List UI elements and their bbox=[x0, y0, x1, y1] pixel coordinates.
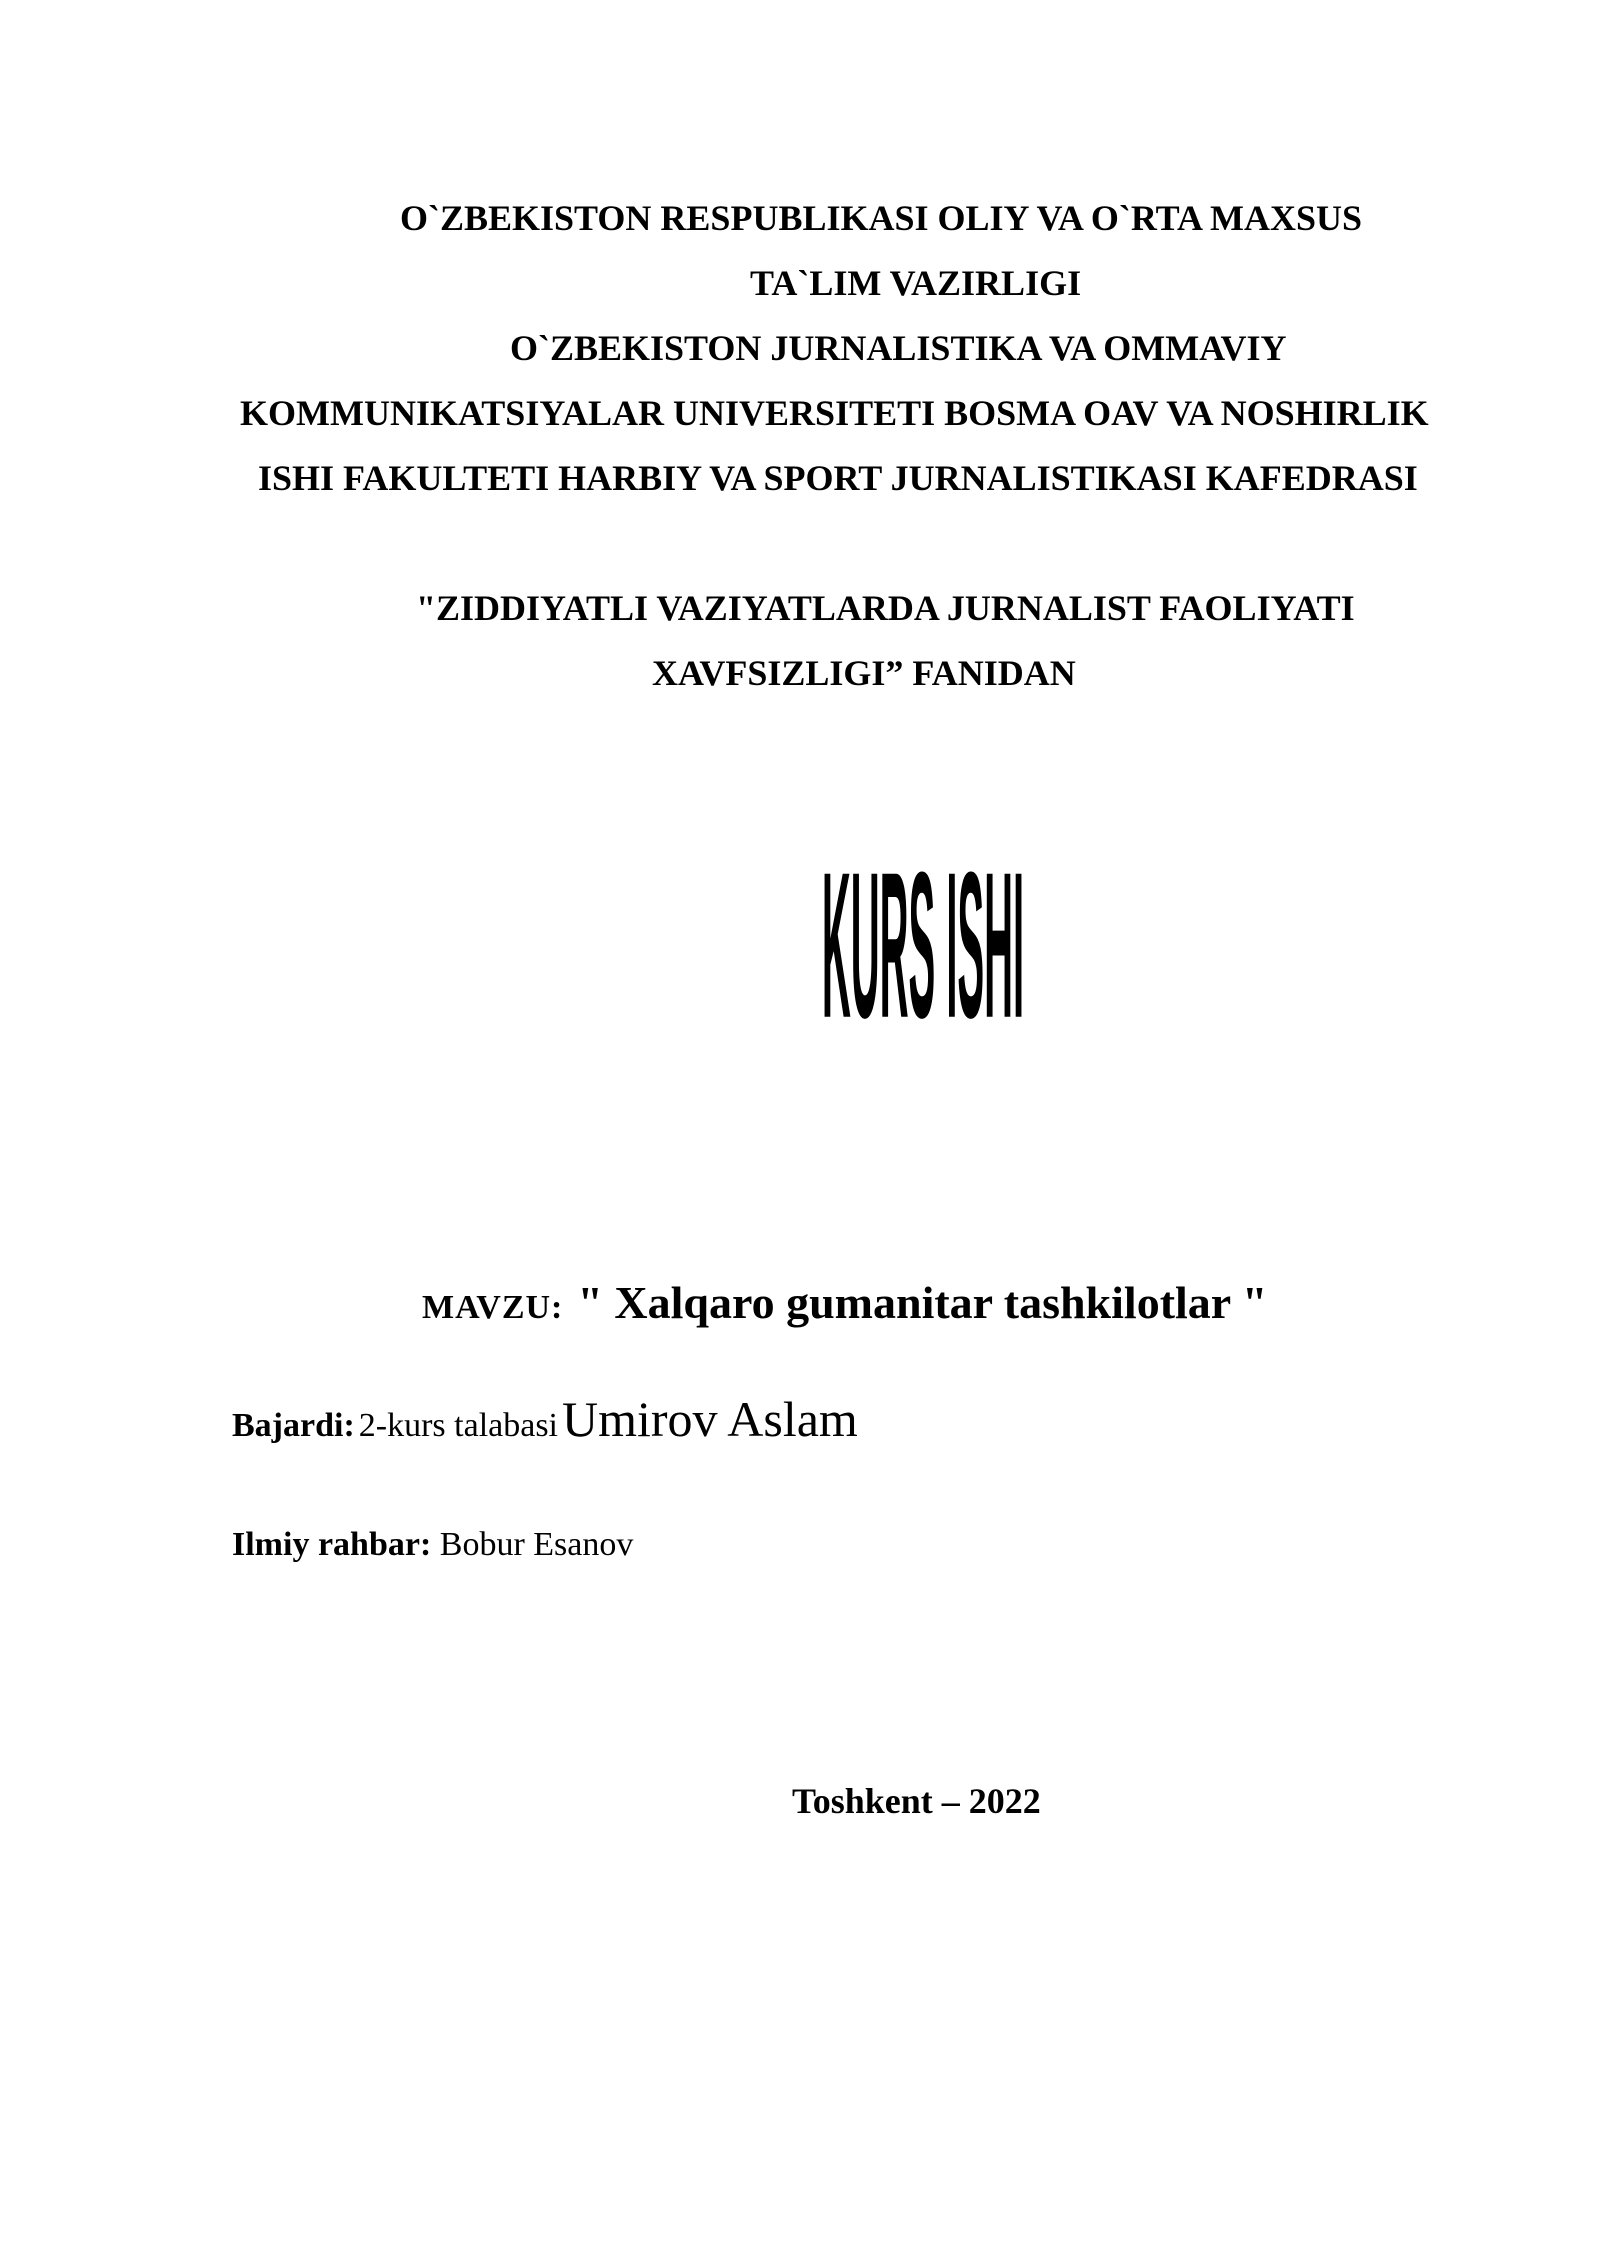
supervisor-label: Ilmiy rahbar: bbox=[232, 1526, 432, 1563]
course-work-title-text: KURS ISHI bbox=[821, 827, 1025, 1062]
topic-label: MAVZU: bbox=[422, 1289, 564, 1326]
course-work-title-art bbox=[821, 827, 1025, 1080]
supervisor-name: Bobur Esanov bbox=[439, 1526, 634, 1563]
student-role: 2-kurs talabasi bbox=[358, 1407, 558, 1444]
performed-by-label: Bajardi: bbox=[232, 1407, 355, 1444]
university-title-line-1: O`ZBEKISTON JURNALISTIKA VA OMMAVIY bbox=[510, 328, 1287, 368]
topic-text: " Xalqaro gumanitar tashkilotlar " bbox=[577, 1277, 1268, 1328]
subject-title-line-1: "ZIDDIYATLI VAZIYATLARDA JURNALIST FAOLIYATI bbox=[416, 588, 1355, 628]
department-title-line: ISHI FAKULTETI HARBIY VA SPORT JURNALISTIKASI KAFEDRASI bbox=[258, 458, 1418, 498]
course-work-title bbox=[821, 827, 1025, 1080]
university-title-line-2: KOMMUNIKATSIYALAR UNIVERSITETI BOSMA OAV VA NOSHIRLIK bbox=[240, 393, 1429, 433]
ministry-title-line-1: O`ZBEKISTON RESPUBLIKASI OLIY VA O`RTA MAXSUS bbox=[400, 198, 1362, 238]
subject-title-line-2: XAVFSIZLIGI” FANIDAN bbox=[652, 653, 1076, 693]
student-name: Umirov Aslam bbox=[562, 1391, 858, 1447]
supervisor-line bbox=[232, 1526, 633, 1564]
performed-by-line bbox=[232, 1390, 858, 1448]
ministry-title-line-2: TA`LIM VAZIRLIGI bbox=[750, 263, 1082, 303]
city-year: Toshkent – 2022 bbox=[792, 1781, 1041, 1821]
topic-line bbox=[422, 1276, 1267, 1329]
